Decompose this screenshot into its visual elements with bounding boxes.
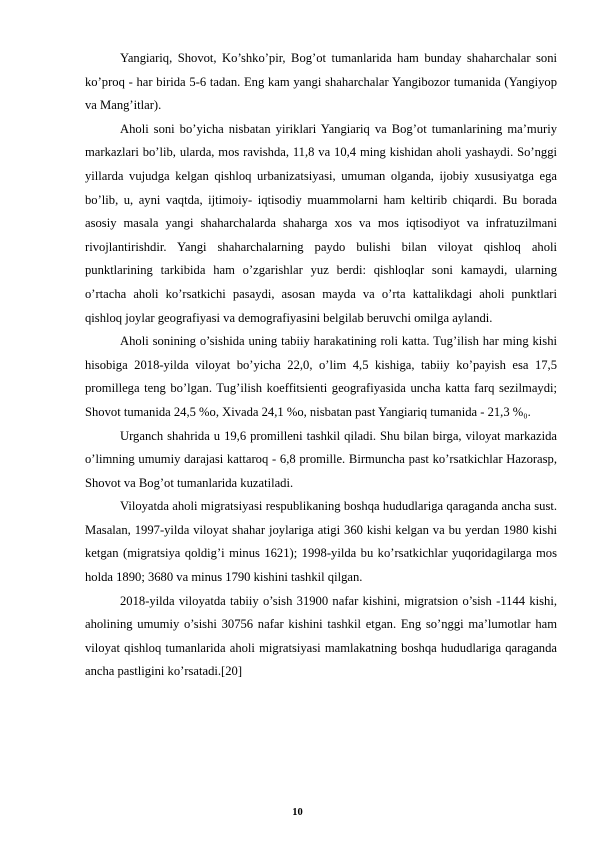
paragraph-1: Yangiariq, Shovot, Ko’shko’pir, Bog’ot tumanlarida ham bunday shaharchalar soni ko’proq - har birida 5-6 tadan. Eng kam yangi shaharchalar Yangibozor tumanida (Yangiyop va Mang’itlar). xyxy=(85,51,557,113)
paragraph-6: 2018-yilda viloyatda tabiiy o’sish 31900 nafar kishini, migratsion o’sish -1144 kishi, aholining umumiy o’sishi 30756 nafar kishini tashkil etgan. Eng so’nggi ma’lumotlar ham viloyat qishloq tumanlarida aholi migratsiyasi mamlakatning boshqa hududlariga qaraganda ancha pastligini ko’rsatadi.[20] xyxy=(85,593,557,679)
paragraph-5: Viloyatda aholi migratsiyasi respublikaning boshqa hududlariga qaraganda ancha sust. Masalan, 1997-yilda viloyat shahar joylariga atigi 360 kishi kelgan va bu yerdan 1980 kishi ketgan (migratsiya qoldig’i minus 1621); 1998-yilda bu ko’rsatkichlar yuqoridagilarga mos holda 1890; 3680 va minus 1790 kishini tashkil qilgan. xyxy=(85,499,557,585)
paragraph-4: Urganch shahrida u 19,6 promilleni tashkil qiladi. Shu bilan birga, viloyat markazida o’limning umumiy darajasi kattaroq - 6,8 promille. Birmuncha past ko’rsatkichlar Hazorasp, Shovot va Bog’ot tumanlarida kuzatiladi. xyxy=(85,428,557,490)
paragraph-2: Aholi soni bo’yicha nisbatan yiriklari Yangiariq va Bog’ot tumanlarining ma’muriy markazlari bo’lib, ularda, mos ravishda, 11,8 va 10,4 ming kishidan aholi yashaydi. So’nggi yillarda vujudga kelgan qishloq urbanizatsiyasi, umuman olganda, ijobiy xususiyatga ega bo’lib, u, ayni vaqtda, ijtimoiy- iqtisodiy muammolarni ham keltirib chiqardi. Bu borada asosiy masala yangi shaharchalarda shaharga xos va mos iqtisodiyot va infratuzilmani rivojlantirishdir. Yangi shaharchalarning paydo bulishi bilan viloyat qishloq aholi punktlarining tarkibida ham o’zgarishlar yuz berdi: qishloqlar soni kamaydi, ularning o’rtacha aholi ko’rsatkichi pasaydi, asosan mayda va o’rta kattalikdagi aholi punktlari qishloq joylar geografiyasi va demografiyasini belgilab beruvchi omilga aylandi. xyxy=(85,121,557,325)
page-number: 10 xyxy=(292,807,303,818)
document-page xyxy=(85,47,557,684)
paragraph-3: Aholi sonining o’sishida uning tabiiy harakatining roli katta. Tug’ilish har ming kishi hisobiga 2018-yilda viloyat bo’yicha 22,0, o’lim 4,5 kishiga, tabiiy ko’payish esa 17,5 promillega teng bo’lgan. Tug’ilish koeffitsienti geografiyasida uncha katta farq sezilmaydi; Shovot tumanida 24,5 %o, Xivada 24,1 %o, nisbatan past Yangiariq tumanida - 21,3 %₀. xyxy=(85,334,557,419)
